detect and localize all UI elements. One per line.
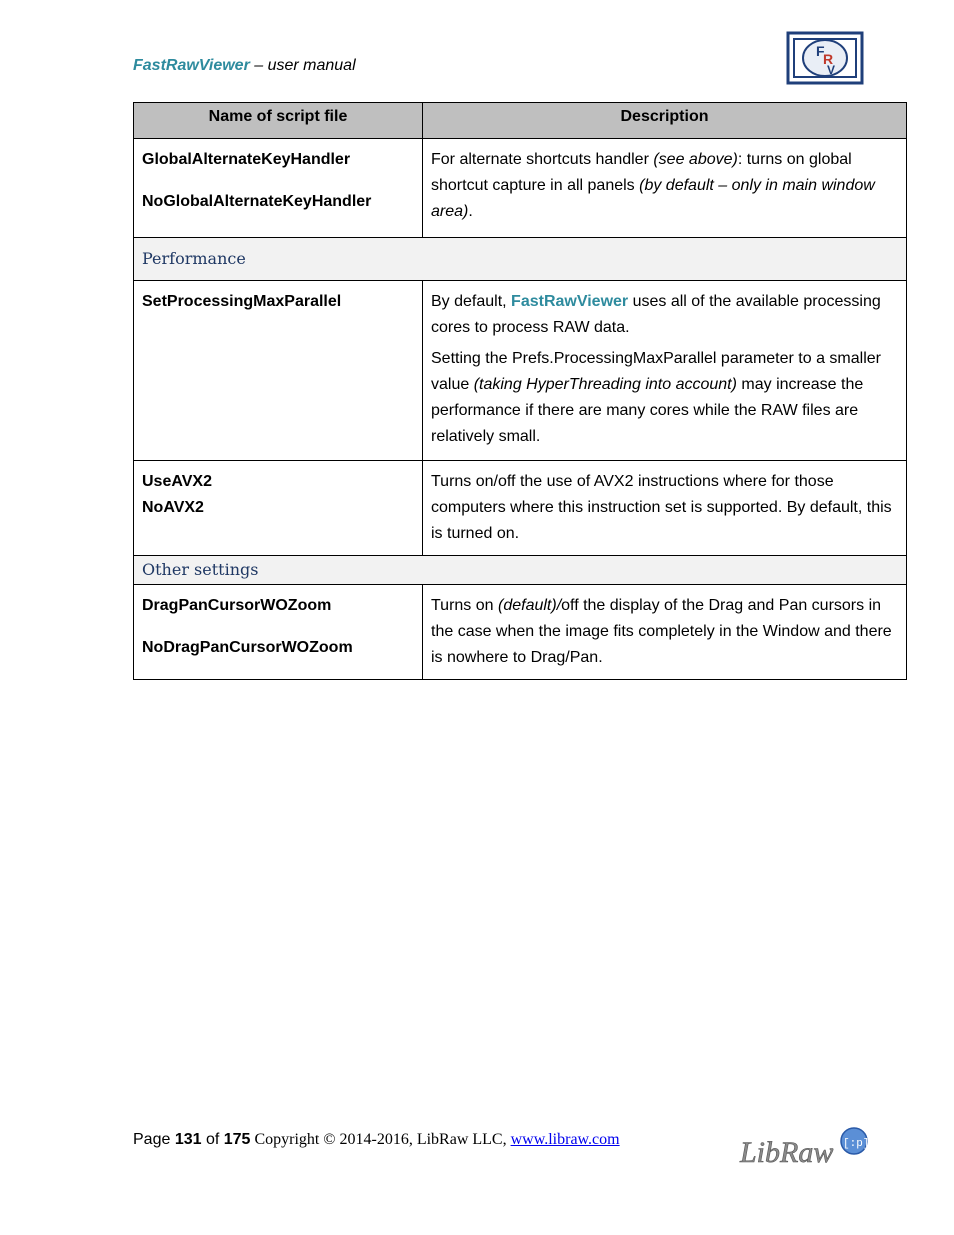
- row-description: For alternate shortcuts handler (see above): turns on global shortcut capture in all panels (by default – only in main window area).: [423, 139, 907, 238]
- page-number: 131: [174, 1131, 202, 1148]
- svg-text:LibRaw: LibRaw: [740, 1136, 834, 1169]
- row-description: By default, FastRawViewer uses all of the available processing cores to process RAW data. Setting the Prefs.ProcessingMaxParallel parameter to a smaller value (taking HyperThreading into account) may increase the performance if there are many cores while the RAW files are relatively small.: [423, 281, 907, 461]
- script-name: UseAVX2: [142, 473, 212, 490]
- table-header-row: [134, 103, 907, 139]
- table-row: [134, 461, 907, 556]
- libraw-website-link[interactable]: www.libraw.com: [510, 1131, 620, 1148]
- column-header-name: Name of script file: [134, 103, 423, 139]
- section-title: Performance: [134, 238, 907, 281]
- row-description: Turns on (default)/off the display of the Drag and Pan cursors in the case when the image fits completely in the Window and there is nowhere to Drag/Pan.: [423, 585, 907, 680]
- frv-logo: [785, 30, 865, 86]
- page-footer: [133, 1131, 620, 1149]
- column-header-description: Description: [423, 103, 907, 139]
- script-name: NoDragPanCursorWOZoom: [142, 639, 353, 656]
- svg-text:F: F: [816, 43, 825, 59]
- svg-text:V: V: [827, 63, 836, 77]
- section-row-performance: [134, 238, 907, 281]
- copyright-text: Copyright © 2014-2016, LibRaw LLC,: [250, 1131, 511, 1148]
- libraw-logo: [738, 1124, 873, 1174]
- row-description: Turns on/off the use of AVX2 instructions where for those computers where this instruction set is supported. By default, this is turned on.: [423, 461, 907, 556]
- svg-text:R: R: [823, 51, 834, 67]
- section-title: Other settings: [134, 556, 907, 585]
- brand-name: FastRawViewer: [511, 293, 629, 310]
- script-name: NoGlobalAlternateKeyHandler: [142, 193, 372, 210]
- of-label: of: [201, 1131, 224, 1148]
- script-name: NoAVX2: [142, 499, 204, 516]
- script-name: GlobalAlternateKeyHandler: [142, 151, 351, 168]
- table-row: [134, 139, 907, 238]
- table-row: [134, 281, 907, 461]
- page-label: Page: [133, 1131, 175, 1148]
- section-row-other-settings: [134, 556, 907, 585]
- header-app-name: FastRawViewer: [133, 57, 250, 74]
- script-files-table: [133, 102, 907, 680]
- script-name: SetProcessingMaxParallel: [142, 293, 342, 310]
- table-row: [134, 585, 907, 680]
- total-pages: 175: [223, 1131, 251, 1148]
- header-suffix: – user manual: [249, 57, 356, 74]
- running-header: [133, 57, 356, 75]
- svg-text:[:p]: [:p]: [843, 1138, 870, 1150]
- script-name: DragPanCursorWOZoom: [142, 597, 332, 614]
